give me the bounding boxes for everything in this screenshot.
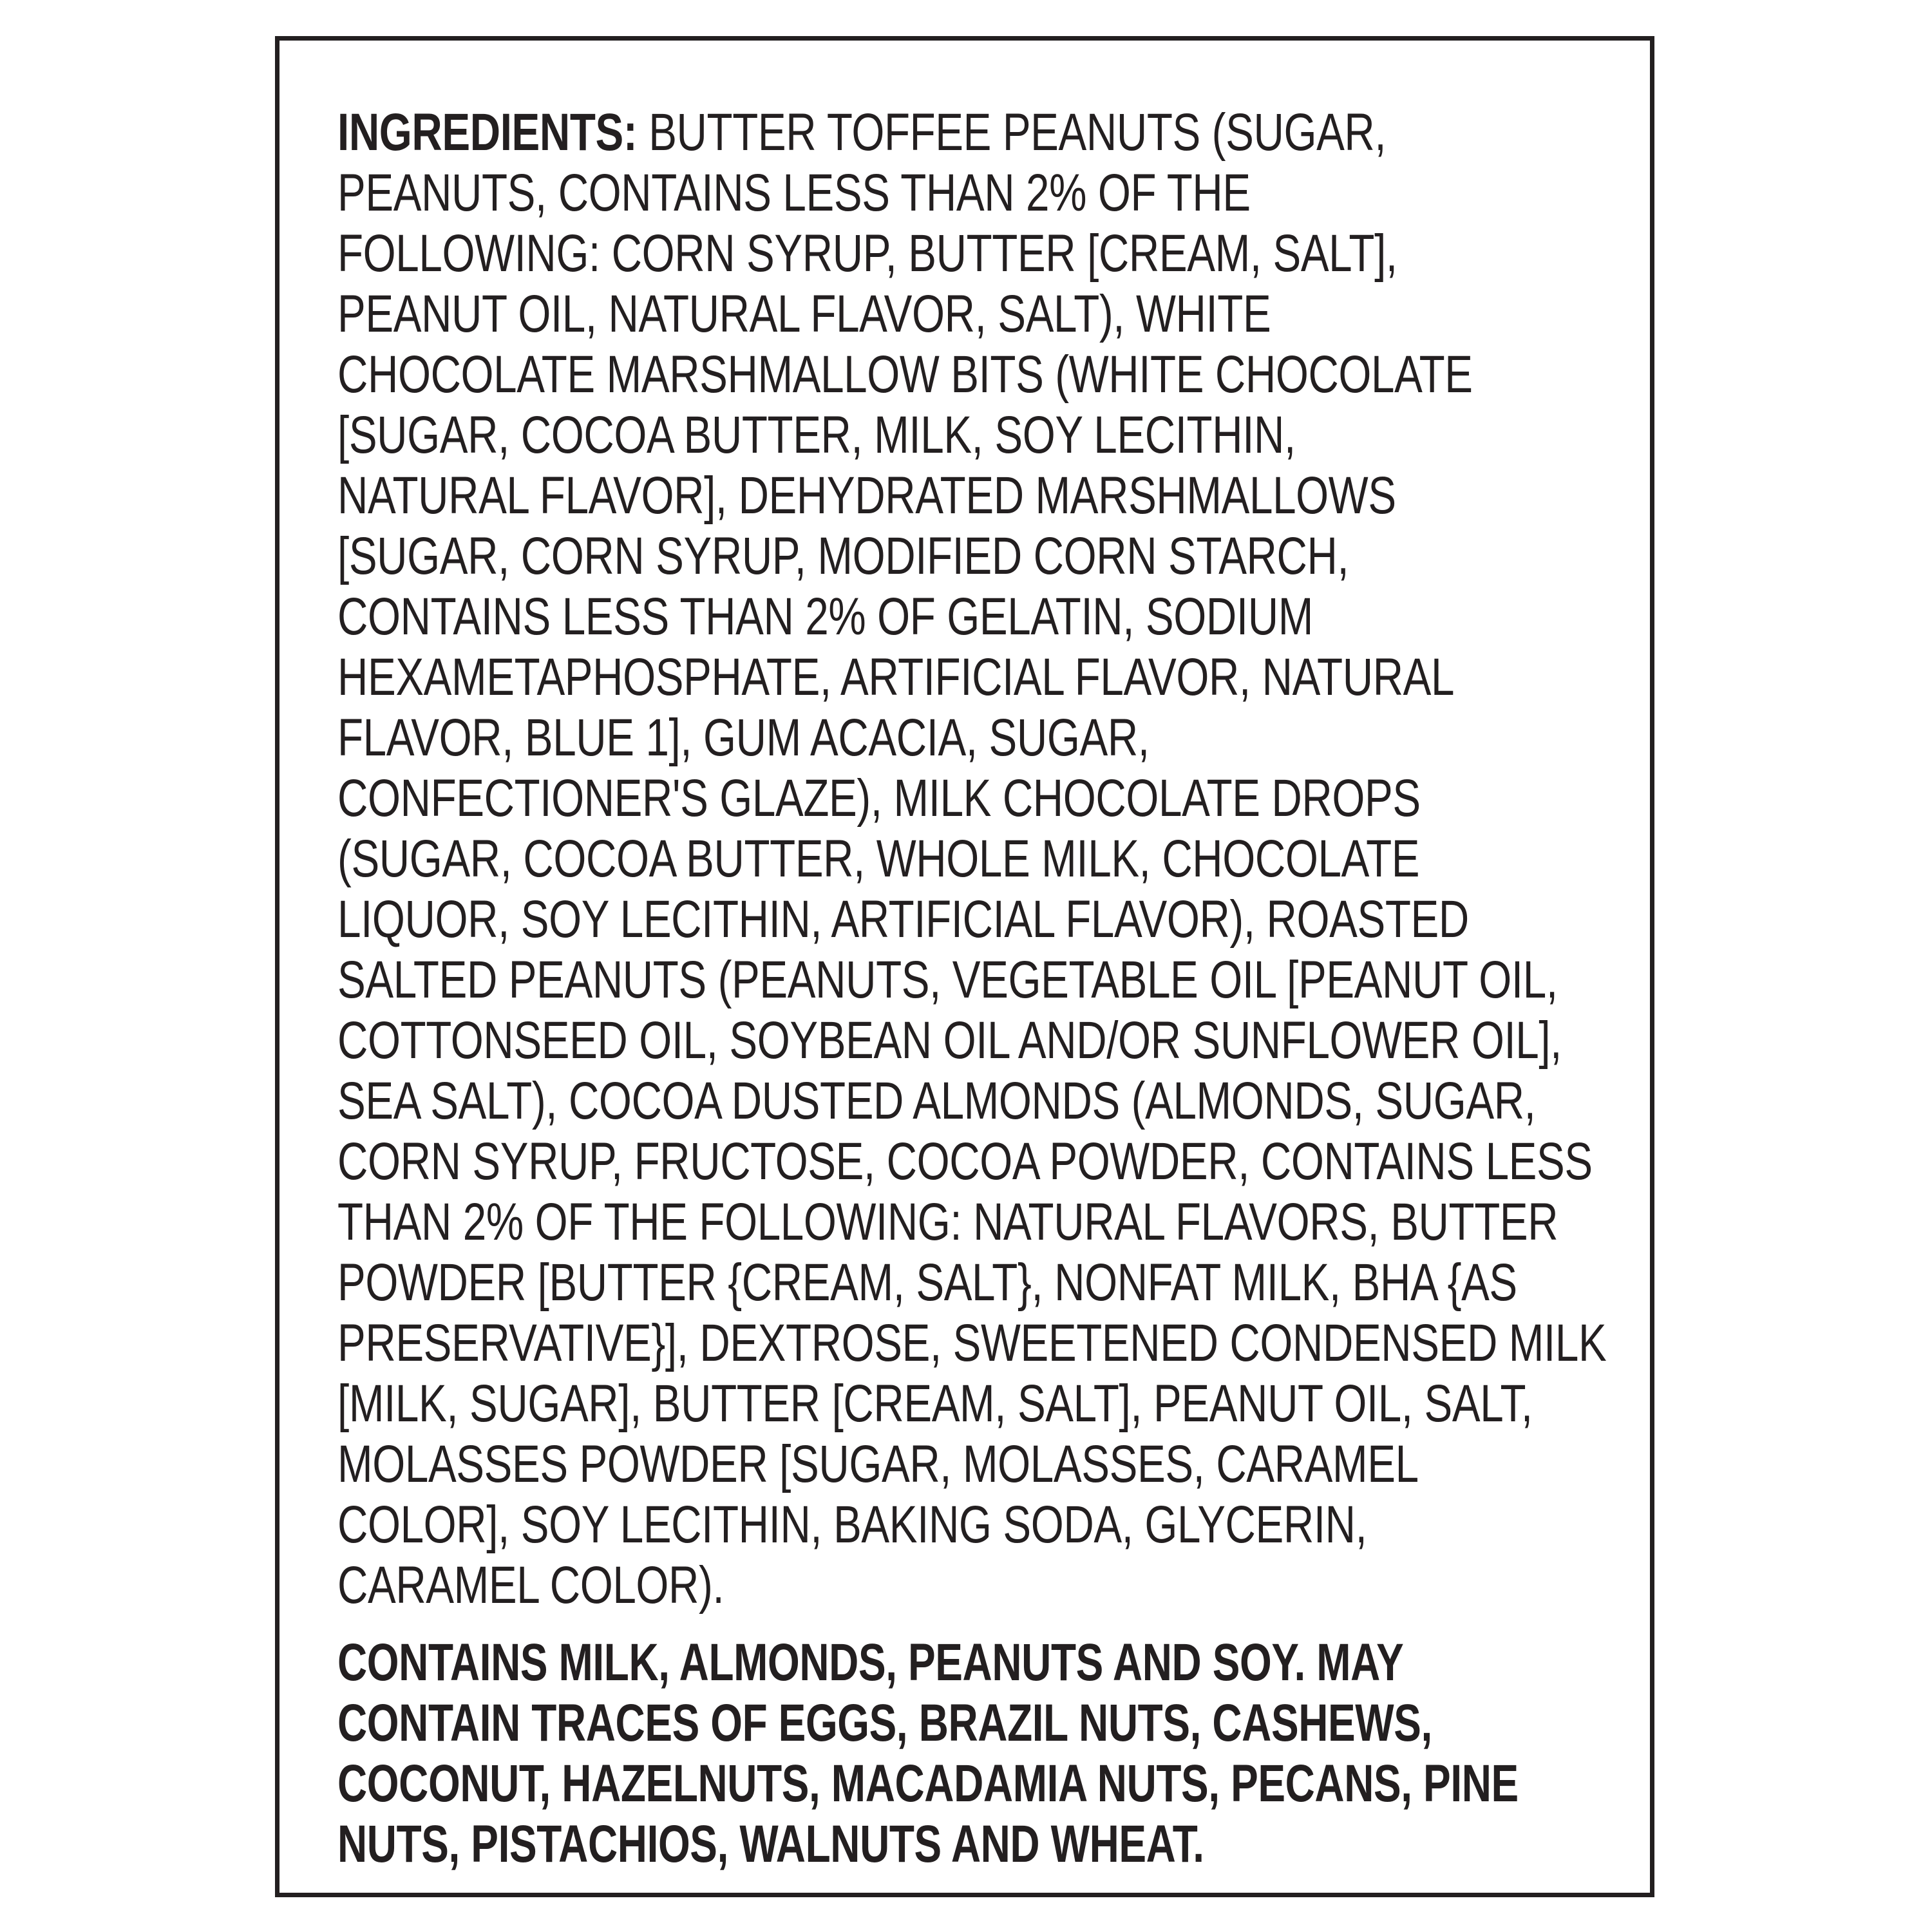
ingredients-line: FLAVOR, BLUE 1], GUM ACACIA, SUGAR,: [337, 708, 1150, 767]
ingredients-line: PRESERVATIVE}], DEXTROSE, SWEETENED CONDENSED MILK: [337, 1314, 1607, 1372]
ingredients-line: CONFECTIONER'S GLAZE), MILK CHOCOLATE DROPS: [337, 769, 1421, 828]
ingredients-line: [SUGAR, CORN SYRUP, MODIFIED CORN STARCH,: [337, 527, 1349, 585]
ingredients-line: POWDER [BUTTER {CREAM, SALT}, NONFAT MILK, BHA {AS: [337, 1253, 1517, 1312]
allergen-line: COCONUT, HAZELNUTS, MACADAMIA NUTS, PECANS, PINE: [337, 1754, 1519, 1813]
ingredients-line: SEA SALT), COCOA DUSTED ALMONDS (ALMONDS, SUGAR,: [337, 1072, 1536, 1130]
label-content: [337, 102, 1625, 1875]
ingredients-line: SALTED PEANUTS (PEANUTS, VEGETABLE OIL [PEANUT OIL,: [337, 951, 1558, 1009]
ingredients-line: MOLASSES POWDER [SUGAR, MOLASSES, CARAMEL: [337, 1435, 1419, 1493]
ingredients-line: PEANUT OIL, NATURAL FLAVOR, SALT), WHITE: [337, 285, 1271, 343]
ingredients-line: CARAMEL COLOR).: [337, 1556, 724, 1615]
ingredients-line: PEANUTS, CONTAINS LESS THAN 2% OF THE: [337, 164, 1251, 222]
ingredients-heading: INGREDIENTS:: [337, 103, 638, 162]
ingredients-line: (SUGAR, COCOA BUTTER, WHOLE MILK, CHOCOLATE: [337, 829, 1420, 888]
ingredients-line: LIQUOR, SOY LECITHIN, ARTIFICIAL FLAVOR), ROASTED: [337, 890, 1469, 949]
ingredients-line: [MILK, SUGAR], BUTTER [CREAM, SALT], PEANUT OIL, SALT,: [337, 1374, 1533, 1433]
ingredients-line: COTTONSEED OIL, SOYBEAN OIL AND/OR SUNFLOWER OIL],: [337, 1011, 1562, 1070]
ingredients-line: [337, 102, 1387, 163]
allergen-statement: [337, 1633, 1625, 1875]
ingredients-statement: [337, 102, 1625, 1616]
ingredients-line: CHOCOLATE MARSHMALLOW BITS (WHITE CHOCOLATE: [337, 345, 1473, 404]
allergen-line: CONTAIN TRACES OF EGGS, BRAZIL NUTS, CASHEWS,: [337, 1694, 1432, 1752]
ingredients-line: [SUGAR, COCOA BUTTER, MILK, SOY LECITHIN,: [337, 406, 1296, 464]
ingredients-line: FOLLOWING: CORN SYRUP, BUTTER [CREAM, SALT],: [337, 224, 1397, 283]
ingredients-line: CORN SYRUP, FRUCTOSE, COCOA POWDER, CONTAINS LESS: [337, 1132, 1593, 1191]
ingredients-line: NATURAL FLAVOR], DEHYDRATED MARSHMALLOWS: [337, 466, 1396, 525]
ingredients-label-panel: [275, 36, 1654, 1897]
allergen-line: NUTS, PISTACHIOS, WALNUTS AND WHEAT.: [337, 1815, 1204, 1873]
ingredients-line: CONTAINS LESS THAN 2% OF GELATIN, SODIUM: [337, 587, 1313, 646]
ingredients-line: COLOR], SOY LECITHIN, BAKING SODA, GLYCERIN,: [337, 1495, 1367, 1554]
allergen-line: CONTAINS MILK, ALMONDS, PEANUTS AND SOY. MAY: [337, 1633, 1404, 1692]
ingredients-line: HEXAMETAPHOSPHATE, ARTIFICIAL FLAVOR, NATURAL: [337, 648, 1455, 706]
ingredients-line: THAN 2% OF THE FOLLOWING: NATURAL FLAVORS, BUTTER: [337, 1193, 1558, 1251]
ingredients-line-text: BUTTER TOFFEE PEANUTS (SUGAR,: [637, 103, 1387, 162]
